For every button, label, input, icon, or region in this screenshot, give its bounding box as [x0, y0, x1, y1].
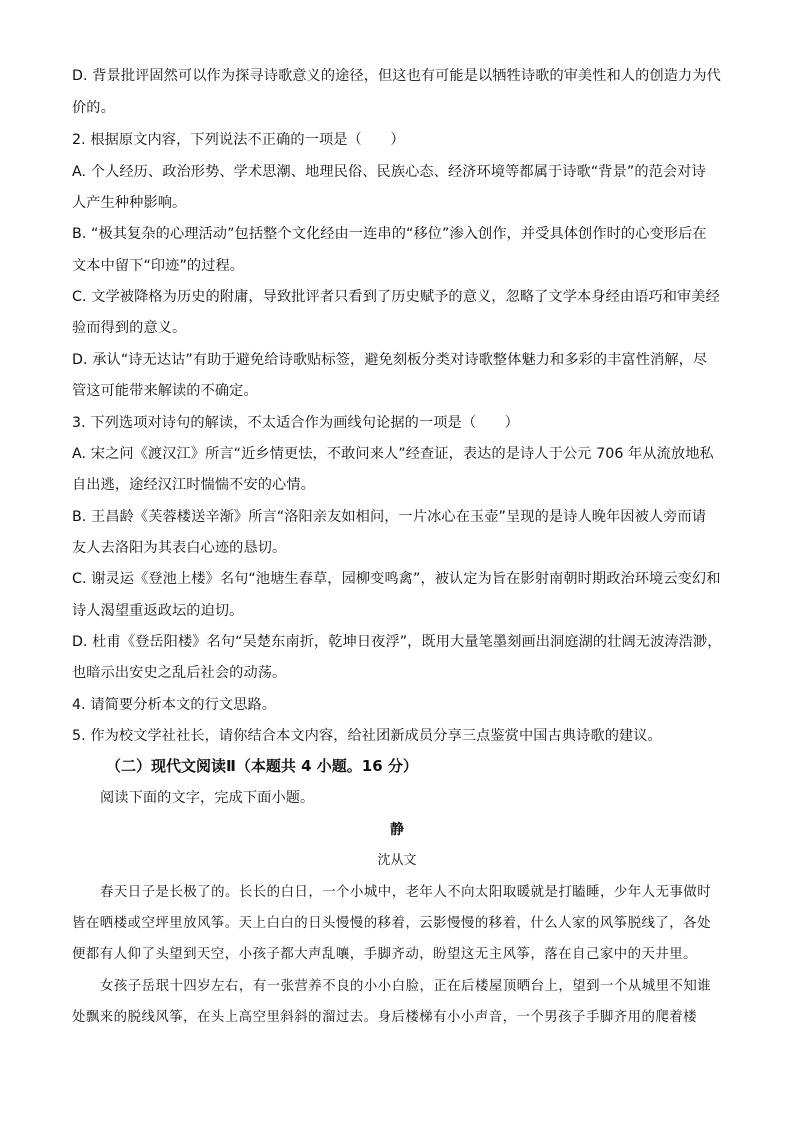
q3-option-a-line2: 自出逃，途经汉江时惴惴不安的心情。	[72, 477, 315, 493]
q2-option-b-line1: B. “极其复杂的心理活动”包括整个文化经由一连串的“移位”渗入创作，并受具体创作时的心变形后在	[72, 226, 707, 242]
q3-option-d-line2: 也暗示出安史之乱后社会的动荡。	[72, 665, 287, 681]
question-3-stem: 3. 下列选项对诗句的解读，不太适合作为画线句论据的一项是（ ）	[72, 415, 519, 431]
story-paragraph-1-line2: 皆在晒楼或空坪里放风筝。天上白白的日头慢慢的移着，云影慢慢的移着，什么人家的风筝脱线了，各处	[72, 916, 711, 931]
q1-option-d-line2: 价的。	[72, 100, 115, 116]
q2-option-d-line2: 管这可能带来解读的不确定。	[72, 383, 258, 399]
q3-option-c-line1: C. 谢灵运《登池上楼》名句“池塘生春草，园柳变鸣禽”，被认定为旨在影射南朝时期政治环境云变幻和	[72, 571, 721, 587]
story-paragraph-1-line1: 春天日子是长极了的。长长的白日，一个小城中，老年人不向太阳取暖就是打瞌睡，少年人无事做时	[100, 885, 712, 900]
q2-option-b-line2: 文本中留下“印迹”的过程。	[72, 258, 245, 274]
q3-option-c-line2: 诗人渴望重返政坛的迫切。	[72, 603, 244, 619]
q2-option-d-line1: D. 承认“诗无达诂”有助于避免给诗歌贴标签，避免刻板分类对诗歌整体魅力和多彩的丰富性消解，尽	[72, 352, 708, 368]
q3-option-b-line2: 友人去洛阳为其表白心迹的恳切。	[72, 540, 287, 556]
section-2-heading: （二）现代文阅读Ⅱ（本题共 4 小题。16 分）	[106, 757, 418, 775]
question-4: 4. 请简要分析本文的行文思路。	[72, 697, 277, 713]
question-5: 5. 作为校文学社社长，请你结合本文内容，给社团新成员分享三点鉴赏中国古典诗歌的建议。	[72, 728, 662, 744]
q2-option-a-line1: A. 个人经历、政治形势、学术思潮、地理民俗、民族心态、经济环境等都属于诗歌“背景”的范会对诗	[72, 164, 706, 180]
story-title: 静	[390, 822, 404, 838]
question-2-stem: 2. 根据原文内容，下列说法不正确的一项是（ ）	[72, 132, 405, 148]
q3-option-b-line1: B. 王昌龄《芙蓉楼送辛渐》所言“洛阳亲友如相问，一片冰心在玉壶”呈现的是诗人晚年因被人旁而请	[72, 509, 707, 525]
story-paragraph-2-line2: 处飘来的脱线风筝，在头上高空里斜斜的溜过去。身后楼梯有小小声音，一个男孩子手脚齐用的爬着楼	[72, 1010, 698, 1025]
story-paragraph-1-line3: 便都有人仰了头望到天空，小孩子都大声乱嚷，手脚齐动，盼望这无主风筝，落在自己家中的天井里。	[72, 947, 698, 962]
q3-option-a-line1: A. 宋之问《渡汉江》所言“近乡情更怯，不敢问来人”经查证，表达的是诗人于公元 706 年从流放地私	[72, 446, 714, 462]
q3-option-d-line1: D. 杜甫《登岳阳楼》名句“吴楚东南折，乾坤日夜浮”，既用大量笔墨刻画出洞庭湖的壮阔无波涛浩渺，	[72, 634, 722, 650]
q2-option-c-line1: C. 文学被降格为历史的附庸，导致批评者只看到了历史赋予的意义，忽略了文学本身经由语巧和审美经	[72, 289, 720, 305]
q1-option-d-line1: D. 背景批评固然可以作为探寻诗歌意义的途径，但这也有可能是以牺牲诗歌的审美性和人的创造力为代	[72, 68, 721, 84]
section-2-instruction: 阅读下面的文字，完成下面小题。	[100, 790, 315, 806]
story-paragraph-2-line1: 女孩子岳珉十四岁左右，有一张营养不良的小小白脸，正在后楼屋顶晒台上，望到一个从城里不知谁	[100, 979, 712, 994]
q2-option-c-line2: 验而得到的意义。	[72, 320, 187, 336]
q2-option-a-line2: 人产生种种影响。	[72, 195, 187, 211]
story-author: 沈从文	[377, 853, 417, 868]
